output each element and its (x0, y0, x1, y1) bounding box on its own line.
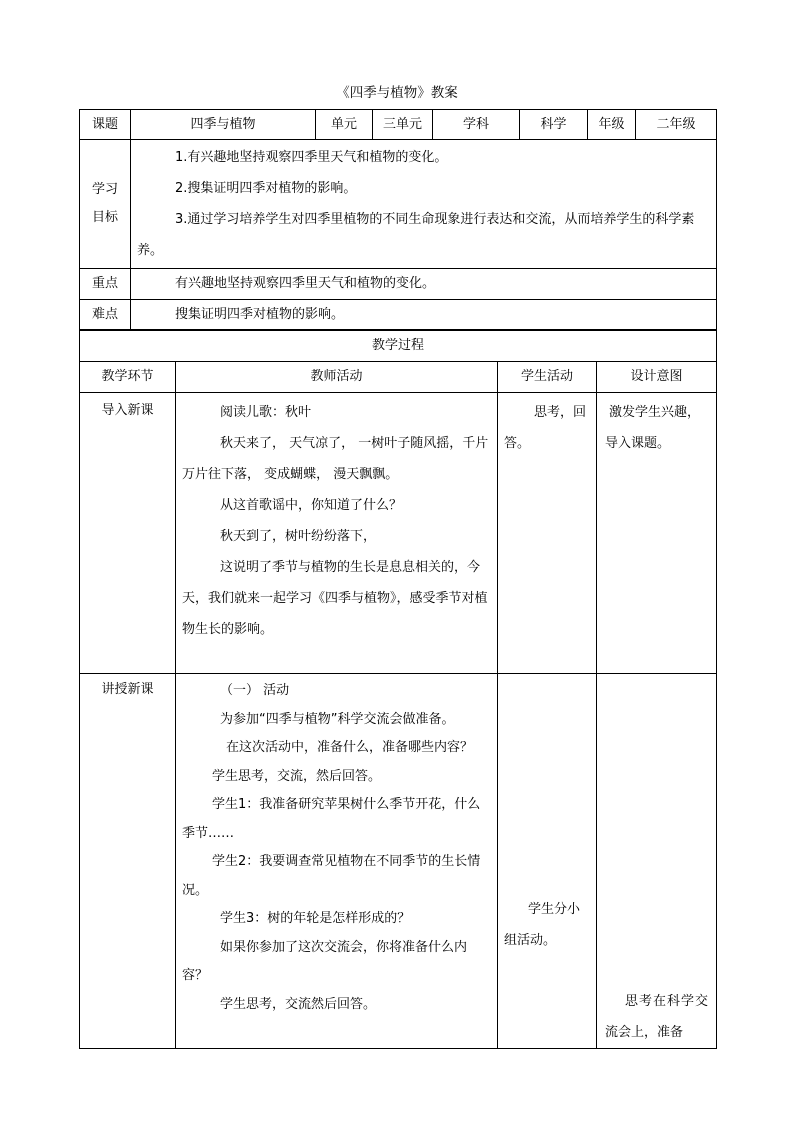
intro-student: 思考，回答。 (498, 393, 597, 674)
intro-line: 这说明了季节与植物的生长是息息相关的，今天，我们就来一起学习《四季与植物》，感受季节对植物生长的影响。 (182, 560, 488, 637)
lecture-line: 在这次活动中，准备什么，准备哪些内容？ (226, 740, 474, 755)
intro-line: 秋天到了，树叶纷纷落下， (220, 529, 377, 544)
lecture-line: 学生思考，交流然后回答。 (220, 996, 377, 1012)
unit-label: 单元 (316, 110, 373, 140)
goals-label: 学习目标 (80, 140, 131, 269)
info-row (80, 110, 717, 140)
process-heading: 教学过程 (80, 330, 717, 362)
goal-item: 1.有兴趣地坚持观察四季里天气和植物的变化。 (175, 150, 448, 165)
info-table (79, 109, 717, 331)
column-header: 教学环节 (80, 362, 176, 393)
grade-value: 二年级 (636, 110, 717, 140)
topic-label: 课题 (80, 110, 131, 140)
goals-row (80, 140, 717, 269)
lecture-line: 学生思考，交流，然后回答。 (212, 768, 382, 784)
column-header: 教师活动 (176, 362, 498, 393)
key-point-label: 重点 (80, 269, 131, 300)
difficulty-text: 搜集证明四季对植物的影响。 (131, 300, 717, 331)
lecture-line: 学生2：我要调查常见植物在不同季节的生长情况。 (182, 854, 481, 898)
lecture-teacher (176, 674, 498, 1049)
lecture-row (80, 674, 717, 1049)
lecture-stage: 讲授新课 (80, 674, 176, 1049)
process-header-row (80, 362, 717, 393)
intro-teacher (176, 393, 498, 674)
intro-line: 阅读儿歌：秋叶 (220, 405, 312, 420)
goal-item: 3.通过学习培养学生对四季里植物的不同生命现象进行表达和交流，从而培养学生的科学素养。 (137, 212, 695, 258)
intro-row (80, 393, 717, 674)
column-header: 设计意图 (597, 362, 717, 393)
goals-content (131, 140, 717, 269)
lecture-line: （一） 活动 (220, 683, 290, 698)
process-table (79, 329, 717, 1049)
process-heading-row (80, 330, 717, 362)
lecture-line: 学生1：我准备研究苹果树什么季节开花，什么季节…… (182, 797, 481, 841)
difficulty-row (80, 300, 717, 331)
grade-label: 年级 (588, 110, 636, 140)
subject-value: 科学 (520, 110, 588, 140)
key-point-text: 有兴趣地坚持观察四季里天气和植物的变化。 (131, 269, 717, 300)
intro-line: 从这首歌谣中，你知道了什么？ (220, 498, 403, 513)
unit-value: 三单元 (373, 110, 433, 140)
difficulty-label: 难点 (80, 300, 131, 331)
lecture-intent: 思考在科学交流会上，准备 (597, 674, 717, 1049)
intro-intent: 激发学生兴趣，导入课题。 (597, 393, 717, 674)
lecture-student: 学生分小组活动。 (498, 674, 597, 1049)
goal-item: 2.搜集证明四季对植物的影响。 (175, 181, 357, 196)
topic-value: 四季与植物 (131, 110, 316, 140)
document-title: 《四季与植物》教案 (336, 85, 458, 101)
intro-line: 秋天来了， 天气凉了， 一树叶子随风摇，千片万片往下落， 变成蝴蝶， 漫天飘飘。 (182, 436, 489, 482)
lecture-line: 为参加“四季与植物”科学交流会做准备。 (220, 711, 455, 727)
key-point-row (80, 269, 717, 300)
subject-label: 学科 (433, 110, 520, 140)
lecture-line: 学生3：树的年轮是怎样形成的？ (220, 911, 411, 926)
intro-stage: 导入新课 (80, 393, 176, 674)
lecture-line: 如果你参加了这次交流会，你将准备什么内容？ (182, 939, 468, 983)
column-header: 学生活动 (498, 362, 597, 393)
